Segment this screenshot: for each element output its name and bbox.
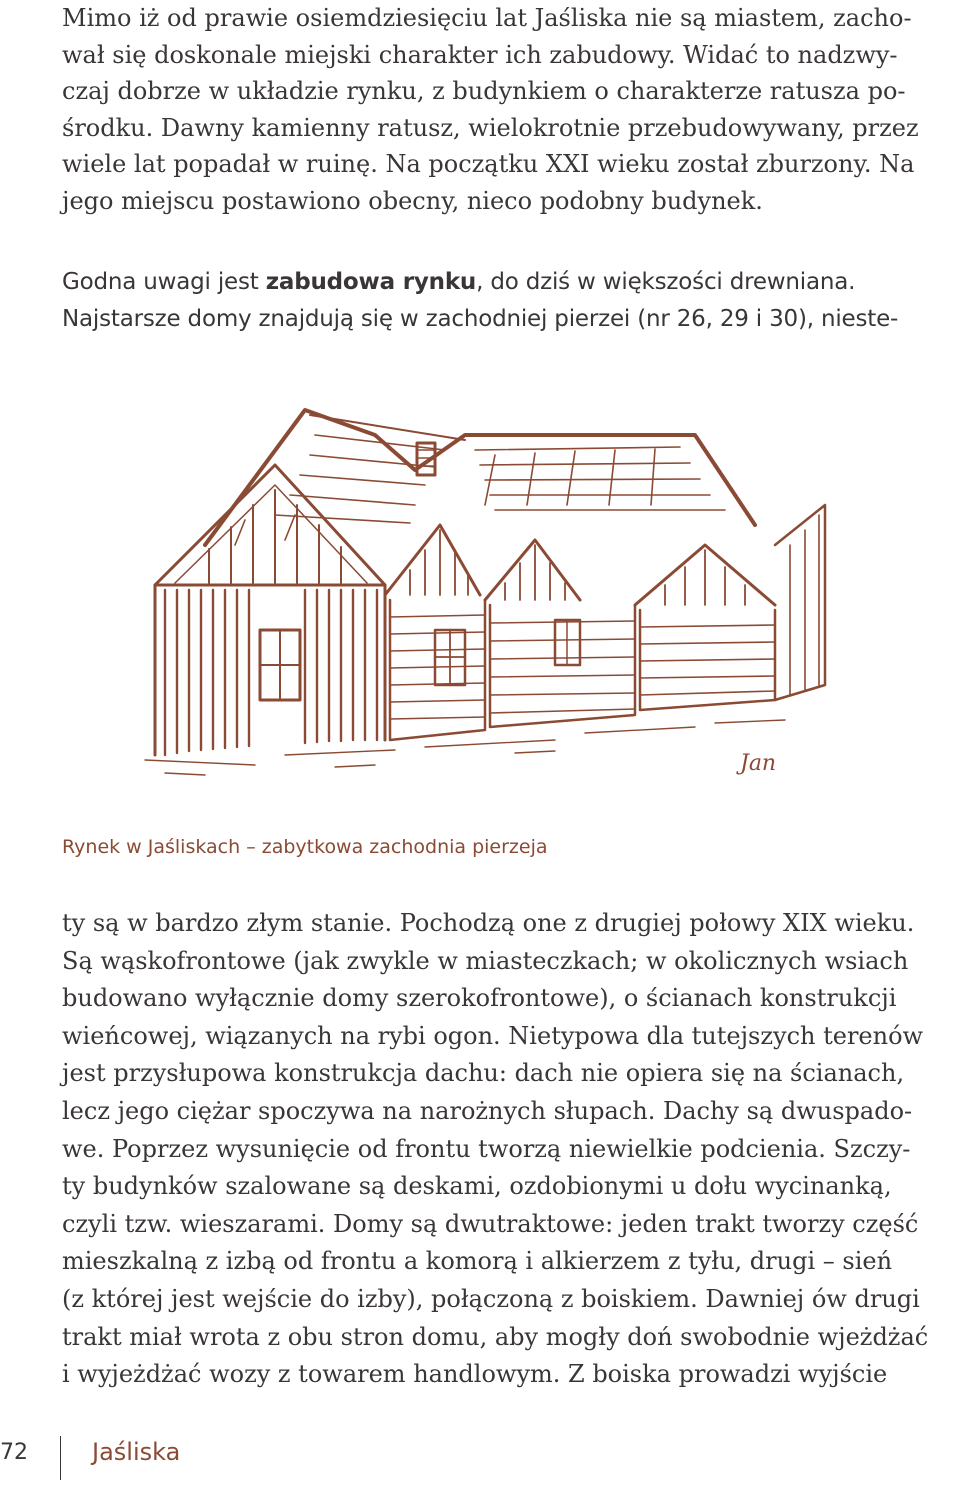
page-footer: [0, 1436, 300, 1480]
paragraph-1: [62, 0, 948, 220]
footer-divider: [60, 1436, 61, 1480]
text-line: mieszkalną z izbą od frontu a komorą i alkierzem z tyłu, drugi – sień: [62, 1247, 893, 1276]
text-line: ty są w bardzo złym stanie. Pochodzą one z drugiej połowy XIX wieku.: [62, 909, 915, 937]
text-line: [62, 264, 948, 301]
text-run: , do dziś w większości drewniana.: [476, 269, 856, 295]
artist-signature-text: Jan: [740, 751, 777, 776]
text-line: Są wąskofrontowe (jak zwykle w miasteczkach; w okolicznych wsiach: [62, 946, 909, 975]
emphasis-text: zabudowa rynku: [265, 269, 477, 295]
text-line: wiele lat popadał w ruinę. Na początku XXI wieku został zburzony. Na: [62, 150, 915, 179]
text-line: trakt miał wrota z obu stron domu, aby mogły doń swobodnie wjeżdżać: [62, 1322, 929, 1351]
wooden-houses-sketch-icon: [135, 355, 835, 795]
text-line: ty budynków szalowane są deskami, ozdobionymi u dołu wycinanką,: [62, 1172, 892, 1201]
text-line: Mimo iż od prawie osiemdziesięciu lat Jaśliska nie są miastem, zacho-: [62, 4, 912, 32]
running-title: Jaśliska: [92, 1438, 181, 1466]
text-line: Najstarsze domy znajdują się w zachodniej pierzei (nr 26, 29 i 30), nieste-: [62, 305, 899, 332]
text-line: środku. Dawny kamienny ratusz, wielokrotnie przebudowywany, przez: [62, 113, 919, 142]
text-line: jego miejscu postawiono obecny, nieco podobny budynek.: [62, 186, 763, 215]
text-line: (z której jest wejście do izby), połączoną z boiskiem. Dawniej ów drugi: [62, 1284, 920, 1313]
text-line: wieńcowej, wiązanych na rybi ogon. Nietypowa dla tutejszych terenów: [62, 1021, 924, 1050]
paragraph-3: [62, 905, 948, 1394]
artist-signature: [736, 751, 776, 776]
page-number: 72: [0, 1440, 28, 1465]
text-line: i wyjeżdżać wozy z towarem handlowym. Z boiska prowadzi wyjście: [62, 1360, 888, 1389]
text-line: lecz jego ciężar spoczywa na narożnych słupach. Dachy są dwuspado-: [62, 1096, 913, 1125]
text-line: budowano wyłącznie domy szerokofrontowe), o ścianach konstrukcji: [62, 984, 897, 1013]
text-line: wał się doskonale miejski charakter ich zabudowy. Widać to nadzwy-: [62, 40, 898, 69]
figure-caption: Rynek w Jaśliskach – zabytkowa zachodnia pierzeja: [62, 836, 548, 858]
paragraph-2: [62, 264, 948, 337]
text-line: we. Poprzez wysunięcie od frontu tworzą niewielkie podcienia. Szczy-: [62, 1134, 911, 1163]
text-run: Godna uwagi jest: [62, 269, 266, 295]
text-line: jest przysłupowa konstrukcja dachu: dach nie opiera się na ścianach,: [62, 1059, 905, 1088]
text-line: czyli tzw. wieszarami. Domy są dwutraktowe: jeden trakt tworzy część: [62, 1209, 919, 1238]
text-line: czaj dobrze w układzie rynku, z budynkiem o charakterze ratusza po-: [62, 77, 906, 106]
